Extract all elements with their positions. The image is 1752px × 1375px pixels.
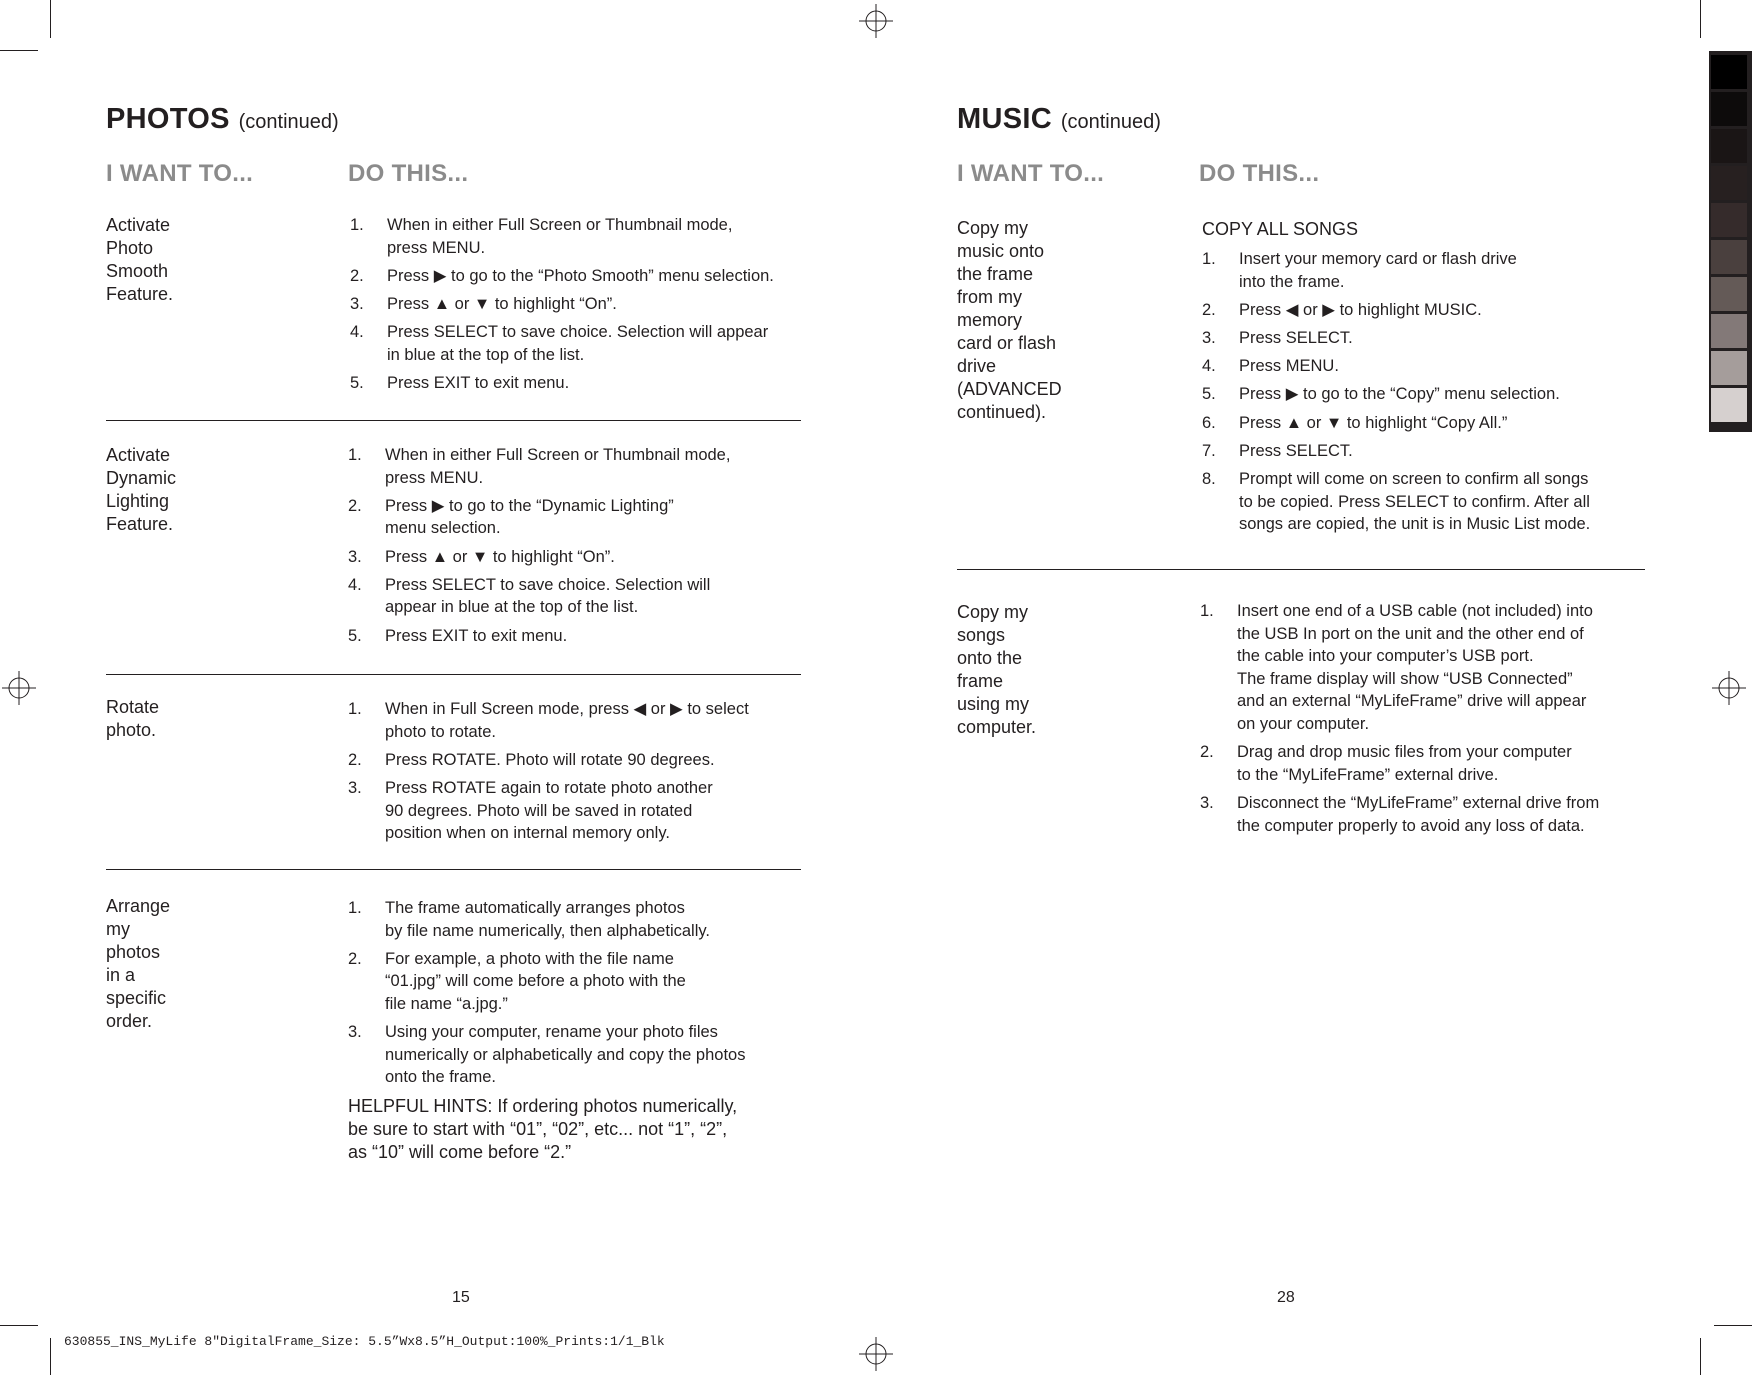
step-block (348, 897, 818, 1164)
step: 1. Insert one end of a USB cable (not included) into the USB In port on the unit and the other end of the cable into your computer’s USB port. The frame display will show “USB Connected” and an external “MyLifeFrame” drive will appear on your computer. (1200, 602, 1593, 733)
registration-mark-icon (859, 1337, 893, 1371)
want-label: Arrange my photos in a specific order. (106, 896, 171, 1031)
color-swatch (1711, 240, 1747, 274)
color-swatch (1711, 388, 1747, 422)
step-list (348, 897, 808, 1089)
step: 2. Press ▶ to go to the “Dynamic Lighting” menu selection. (348, 496, 674, 538)
row-divider (106, 869, 801, 870)
step: 4. Press SELECT to save choice. Selection will appear in blue at the top of the list. (350, 323, 769, 364)
color-swatch (1711, 92, 1747, 126)
right-page (957, 0, 1645, 1375)
step: 5. Press ▶ to go to the “Copy” menu selection. (1202, 385, 1560, 404)
step: 4. Press MENU. (1202, 357, 1339, 376)
want-label: Activate Photo Smooth Feature. (106, 215, 174, 304)
crop-mark (50, 0, 51, 38)
want-label: Copy my music onto the frame from my memory card or flash drive (ADVANCED continued). (957, 218, 1062, 422)
crop-mark (1700, 1338, 1701, 1375)
step: 8. Prompt will come on screen to confirm all songs to be copied. Press SELECT to confirm. After all songs are copied, the unit is in Music List mode. (1202, 469, 1591, 534)
row-divider (957, 569, 1645, 570)
step-list (348, 698, 808, 850)
col-head-want: I WANT TO... (106, 160, 254, 187)
crop-mark (50, 1338, 51, 1375)
step: 2. For example, a photo with the file name “01.jpg” will come before a photo with the file name “a.jpg.” (348, 949, 686, 1013)
step: 5. Press EXIT to exit menu. (348, 626, 568, 645)
color-swatch (1711, 55, 1747, 89)
step: 1. Insert your memory card or flash drive into the frame. (1202, 250, 1517, 291)
step-list (348, 444, 808, 653)
step: 3. Press ▲ or ▼ to highlight “On”. (348, 547, 615, 566)
want-label: Activate Dynamic Lighting Feature. (106, 445, 177, 534)
step: 2. Press ◀ or ▶ to highlight MUSIC. (1202, 300, 1482, 319)
registration-mark-icon (859, 4, 893, 38)
page-number: 15 (452, 1289, 470, 1306)
crop-mark (0, 50, 38, 51)
want-label: Rotate photo. (106, 697, 160, 740)
step: 1. When in Full Screen mode, press ◀ or ▶ to select photo to rotate. (348, 700, 749, 741)
color-swatch (1711, 277, 1747, 311)
helpful-hints: HELPFUL HINTS: If ordering photos numerically, be sure to start with “01”, “02”, etc... not “1”, “2”, as “10” will come before “2.” (348, 1095, 738, 1162)
color-swatch (1711, 314, 1747, 348)
step-list (1200, 600, 1645, 843)
col-head-want: I WANT TO... (957, 160, 1105, 187)
slug-line: 630855_INS_MyLife 8"DigitalFrame_Size: 5.5”Wx8.5”H_Output:100%_Prints:1/1_Blk (64, 1334, 665, 1349)
step: 6. Press ▲ or ▼ to highlight “Copy All.” (1202, 413, 1508, 432)
color-swatch (1711, 203, 1747, 237)
col-head-do: DO THIS... (348, 160, 469, 187)
step: 2. Press ROTATE. Photo will rotate 90 degrees. (348, 750, 715, 769)
step: 1. When in either Full Screen or Thumbnail mode, press MENU. (348, 446, 731, 487)
step-list (350, 214, 810, 400)
row-divider (106, 420, 801, 421)
color-swatch (1711, 351, 1747, 385)
crop-mark (0, 1325, 38, 1326)
section-title: PHOTOS (continued) (106, 103, 339, 135)
page-number: 28 (1277, 1289, 1295, 1306)
section-title: MUSIC (continued) (957, 103, 1161, 135)
crop-mark (1700, 0, 1701, 38)
step: 7. Press SELECT. (1202, 441, 1353, 460)
sub-heading: COPY ALL SONGS (1202, 219, 1359, 239)
step: 3. Press SELECT. (1202, 328, 1353, 347)
crop-mark (1714, 1325, 1752, 1326)
step: 2. Drag and drop music files from your computer to the “MyLifeFrame” external drive. (1200, 743, 1572, 784)
registration-mark-icon (1712, 671, 1746, 705)
registration-mark-icon (2, 671, 36, 705)
row-divider (106, 674, 801, 675)
col-head-do: DO THIS... (1199, 160, 1320, 187)
step-block (1202, 219, 1642, 541)
step: 5. Press EXIT to exit menu. (350, 373, 570, 392)
step: 1. The frame automatically arranges photos by file name numerically, then alphabetically. (348, 899, 710, 940)
color-swatch (1711, 166, 1747, 200)
step: 1. When in either Full Screen or Thumbnail mode, press MENU. (350, 216, 733, 257)
step: 3. Press ROTATE again to rotate photo another 90 degrees. Photo will be saved in rotated position when on internal memory only. (348, 778, 713, 843)
step-list (1202, 248, 1632, 536)
left-page (106, 0, 801, 1375)
step: 4. Press SELECT to save choice. Selection will appear in blue at the top of the list. (348, 575, 711, 617)
step: 3. Press ▲ or ▼ to highlight “On”. (350, 294, 617, 313)
step: 3. Disconnect the “MyLifeFrame” external drive from the computer properly to avoid any loss of data. (1200, 793, 1600, 835)
want-label: Copy my songs onto the frame using my computer. (957, 602, 1037, 737)
color-swatch (1711, 129, 1747, 163)
step: 3. Using your computer, rename your photo files numerically or alphabetically and copy the photos onto the frame. (348, 1023, 746, 1087)
step: 2. Press ▶ to go to the “Photo Smooth” menu selection. (350, 266, 774, 285)
